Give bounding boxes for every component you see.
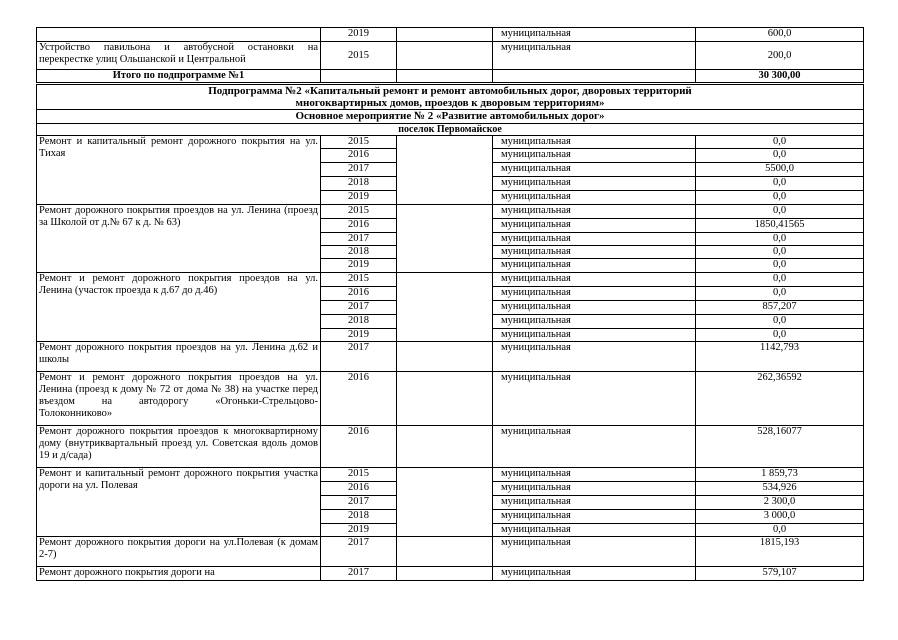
subtotal-row: [37, 70, 864, 84]
funding-type-cell: муниципальная: [493, 177, 696, 191]
table-row: [37, 42, 864, 70]
table-row: [37, 426, 864, 468]
description-cell: Устройство павильона и автобусной остановки на перекрестке улиц Ольшанской и Центральной: [37, 42, 321, 70]
budget-table: [36, 27, 864, 581]
funding-type-cell: муниципальная: [493, 315, 696, 329]
budget-table-body: [37, 28, 864, 581]
year-cell: 2019: [321, 329, 397, 342]
year-cell: 2017: [321, 496, 397, 510]
year-cell: 2017: [321, 537, 397, 567]
amount-cell: 857,207: [696, 301, 864, 315]
year-cell: 2018: [321, 315, 397, 329]
funding-type-cell: муниципальная: [493, 482, 696, 496]
year-cell: 2015: [321, 205, 397, 219]
funding-type-cell: муниципальная: [493, 426, 696, 468]
empty-cell: [397, 426, 493, 468]
table-row: [37, 537, 864, 567]
amount-cell: 0,0: [696, 524, 864, 537]
project-description: Ремонт дорожного покрытия дороги на: [37, 567, 321, 581]
empty-cell: [397, 372, 493, 426]
funding-type-cell: муниципальная: [493, 246, 696, 259]
empty-cell: [397, 70, 493, 84]
year-cell: 2017: [321, 233, 397, 246]
empty-cell: [397, 567, 493, 581]
year-cell: 2018: [321, 177, 397, 191]
amount-cell: 1142,793: [696, 342, 864, 372]
amount-cell: 200,0: [696, 42, 864, 70]
amount-cell: 0,0: [696, 191, 864, 205]
project-description: Ремонт дорожного покрытия проездов на ул. Ленина д.62 и школы: [37, 342, 321, 372]
year-cell: 2019: [321, 28, 397, 42]
funding-type-cell: муниципальная: [493, 28, 696, 42]
empty-cell: [397, 273, 493, 342]
project-description: Ремонт и ремонт дорожного покрытия проездов на ул. Ленина (участок проезда к д.67 до д.46): [37, 273, 321, 342]
empty-cell: [397, 205, 493, 273]
project-description: Ремонт и ремонт дорожного покрытия проездов на ул. Ленина (проезд к дому № 72 от дома № 38) на участке перед въездом на автодорогу «Огоньки-Стрельцово-Толоконниково»: [37, 372, 321, 426]
project-description: Ремонт дорожного покрытия проездов к многоквартирному дому (внутриквартальный проезд ул. Советская вдоль домов 19 и д/сада): [37, 426, 321, 468]
year-cell: 2016: [321, 287, 397, 301]
table-row: [37, 342, 864, 372]
funding-type-cell: муниципальная: [493, 301, 696, 315]
settlement-name: поселок Первомайское: [37, 124, 864, 136]
empty-cell: [397, 468, 493, 537]
funding-type-cell: муниципальная: [493, 537, 696, 567]
year-cell: 2016: [321, 149, 397, 163]
empty-cell: [397, 42, 493, 70]
empty-cell: [397, 342, 493, 372]
amount-cell: 534,926: [696, 482, 864, 496]
table-row: [37, 567, 864, 581]
amount-cell: 0,0: [696, 259, 864, 273]
year-cell: 2016: [321, 482, 397, 496]
subprogram-header-row: [37, 84, 864, 110]
funding-type-cell: муниципальная: [493, 496, 696, 510]
amount-cell: 1850,41565: [696, 219, 864, 233]
table-row: [37, 273, 864, 287]
funding-type-cell: муниципальная: [493, 219, 696, 233]
amount-cell: 0,0: [696, 149, 864, 163]
year-cell: 2017: [321, 163, 397, 177]
year-cell: 2018: [321, 510, 397, 524]
funding-type-cell: муниципальная: [493, 163, 696, 177]
funding-type-cell: муниципальная: [493, 149, 696, 163]
amount-cell: 0,0: [696, 233, 864, 246]
funding-type-cell: муниципальная: [493, 510, 696, 524]
year-cell: 2016: [321, 372, 397, 426]
project-description: Ремонт и капитальный ремонт дорожного покрытия участка дороги на ул. Полевая: [37, 468, 321, 537]
settlement-row: [37, 124, 864, 136]
table-row: [37, 136, 864, 149]
amount-cell: 0,0: [696, 329, 864, 342]
amount-cell: 5500,0: [696, 163, 864, 177]
year-cell: 2015: [321, 42, 397, 70]
year-cell: 2017: [321, 567, 397, 581]
description-cell: [37, 28, 321, 42]
funding-type-cell: муниципальная: [493, 273, 696, 287]
project-description: Ремонт дорожного покрытия проездов на ул. Ленина (проезд за Школой от д.№ 67 к д. № 63): [37, 205, 321, 273]
funding-type-cell: муниципальная: [493, 259, 696, 273]
amount-cell: 262,36592: [696, 372, 864, 426]
funding-type-cell: муниципальная: [493, 205, 696, 219]
funding-type-cell: муниципальная: [493, 524, 696, 537]
amount-cell: 0,0: [696, 287, 864, 301]
amount-cell: 600,0: [696, 28, 864, 42]
amount-cell: 1815,193: [696, 537, 864, 567]
funding-type-cell: муниципальная: [493, 468, 696, 482]
project-description: Ремонт и капитальный ремонт дорожного покрытия на ул. Тихая: [37, 136, 321, 205]
main-activity-row: [37, 110, 864, 124]
year-cell: 2015: [321, 468, 397, 482]
year-cell: 2015: [321, 273, 397, 287]
project-description: Ремонт дорожного покрытия дороги на ул.Полевая (к домам 2-7): [37, 537, 321, 567]
empty-cell: [397, 28, 493, 42]
funding-type-cell: муниципальная: [493, 287, 696, 301]
funding-type-cell: муниципальная: [493, 191, 696, 205]
amount-cell: 0,0: [696, 205, 864, 219]
table-row: [37, 372, 864, 426]
empty-cell: [397, 537, 493, 567]
main-activity-title: Основное мероприятие № 2 «Развитие автомобильных дорог»: [37, 110, 864, 124]
year-cell: 2017: [321, 301, 397, 315]
amount-cell: 579,107: [696, 567, 864, 581]
amount-cell: 0,0: [696, 273, 864, 287]
table-row: [37, 205, 864, 219]
year-cell: 2015: [321, 136, 397, 149]
amount-cell: 0,0: [696, 177, 864, 191]
year-cell: 2018: [321, 246, 397, 259]
funding-type-cell: муниципальная: [493, 329, 696, 342]
subtotal-value: 30 300,00: [696, 70, 864, 84]
amount-cell: 1 859,73: [696, 468, 864, 482]
amount-cell: 0,0: [696, 246, 864, 259]
year-cell: 2017: [321, 342, 397, 372]
empty-cell: [397, 136, 493, 205]
year-cell: 2019: [321, 259, 397, 273]
amount-cell: 528,16077: [696, 426, 864, 468]
subtotal-label: Итого по подпрограмме №1: [37, 70, 321, 84]
amount-cell: 0,0: [696, 315, 864, 329]
year-cell: 2019: [321, 191, 397, 205]
empty-cell: [321, 70, 397, 84]
year-cell: 2016: [321, 219, 397, 233]
funding-type-cell: муниципальная: [493, 372, 696, 426]
amount-cell: 2 300,0: [696, 496, 864, 510]
subprogram-title: Подпрограмма №2 «Капитальный ремонт и ремонт автомобильных дорог, дворовых территорий многоквартирных домов, проездов к дворовым территориям»: [37, 84, 864, 110]
year-cell: 2019: [321, 524, 397, 537]
table-row: [37, 28, 864, 42]
empty-cell: [493, 70, 696, 84]
funding-type-cell: муниципальная: [493, 136, 696, 149]
funding-type-cell: муниципальная: [493, 342, 696, 372]
funding-type-cell: муниципальная: [493, 233, 696, 246]
amount-cell: 0,0: [696, 136, 864, 149]
table-row: [37, 468, 864, 482]
amount-cell: 3 000,0: [696, 510, 864, 524]
funding-type-cell: муниципальная: [493, 567, 696, 581]
funding-type-cell: муниципальная: [493, 42, 696, 70]
year-cell: 2016: [321, 426, 397, 468]
